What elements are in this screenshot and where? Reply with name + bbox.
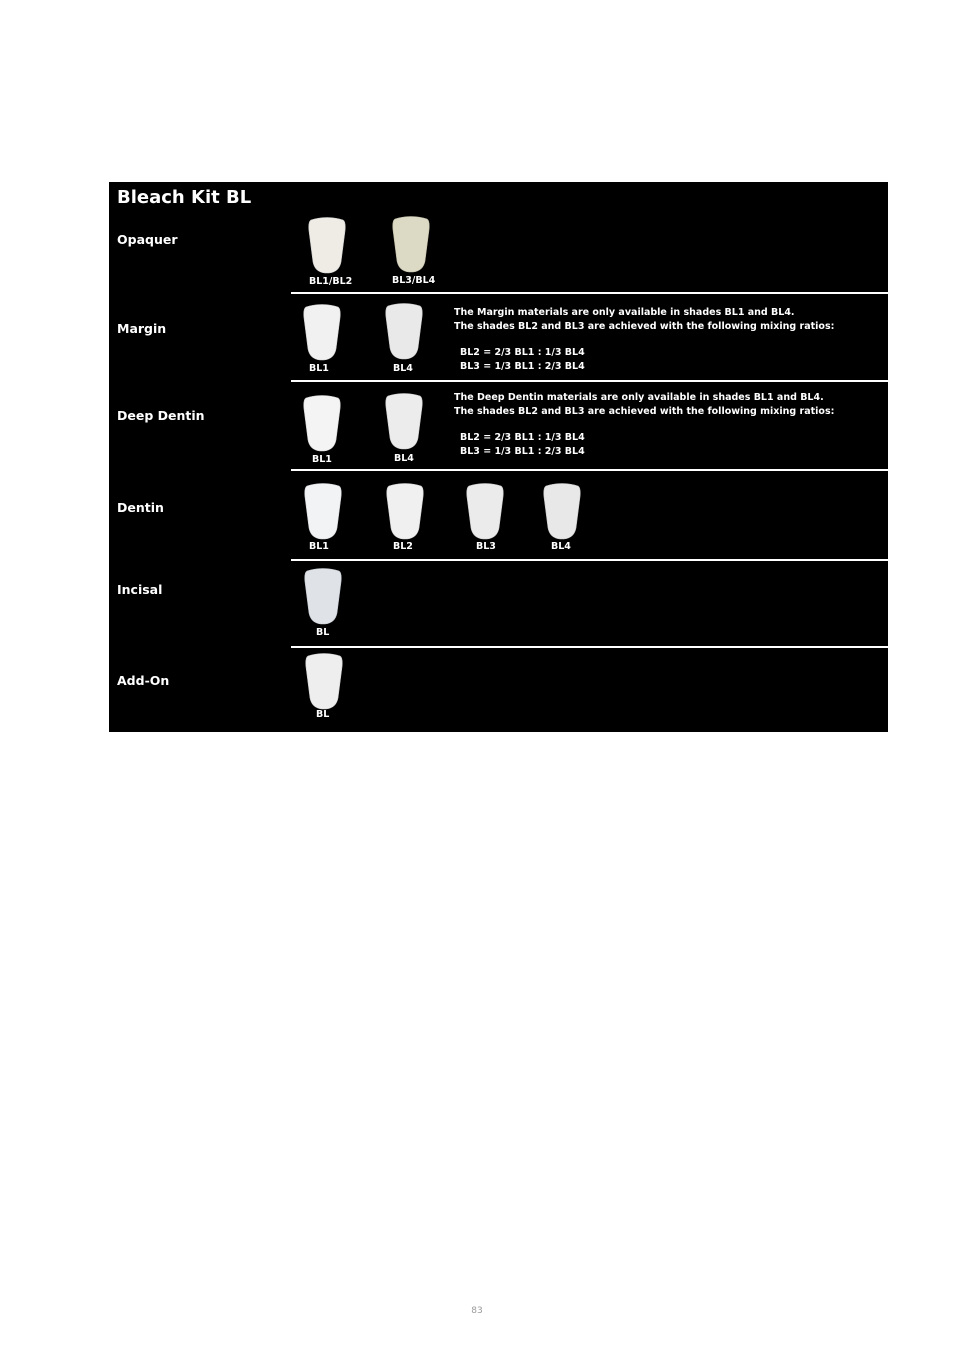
shade-label: BL4: [551, 541, 571, 552]
row-divider: [291, 646, 888, 648]
tooth-swatch-add-on-bl: [303, 652, 345, 712]
row-divider: [291, 469, 888, 471]
tooth-swatch-margin-bl4: [383, 302, 425, 362]
row-label-margin: Margin: [117, 321, 167, 336]
margin-mixing-note: [454, 306, 834, 373]
note-line: The shades BL2 and BL3 are achieved with the following mixing ratios:: [454, 405, 835, 417]
note-line: The Deep Dentin materials are only available in shades BL1 and BL4.: [454, 392, 824, 403]
row-label-incisal: Incisal: [117, 582, 163, 597]
kit-title: Bleach Kit BL: [117, 187, 252, 208]
row-divider: [291, 292, 888, 294]
shade-label: BL: [316, 627, 330, 638]
shade-label: BL1: [309, 363, 329, 374]
shade-label: BL4: [393, 363, 413, 374]
row-label-dentin: Dentin: [117, 500, 164, 515]
shade-label: BL1: [309, 541, 329, 552]
tooth-swatch-margin-bl1: [301, 303, 343, 363]
tooth-swatch-opaquer-bl1-bl2: [306, 216, 348, 276]
row-divider: [291, 559, 888, 561]
row-label-add-on: Add-On: [117, 673, 170, 688]
mixing-ratio: BL3 = 1/3 BL1 : 2/3 BL4: [460, 360, 585, 372]
tooth-swatch-deep-dentin-bl4: [383, 392, 425, 452]
tooth-swatch-opaquer-bl3-bl4: [390, 215, 432, 275]
tooth-swatch-dentin-bl3: [464, 482, 506, 542]
tooth-swatch-dentin-bl2: [384, 482, 426, 542]
note-line: The Margin materials are only available in shades BL1 and BL4.: [454, 307, 795, 318]
mixing-ratio: BL3 = 1/3 BL1 : 2/3 BL4: [460, 445, 585, 457]
shade-table-panel: [109, 182, 888, 732]
tooth-swatch-dentin-bl1: [302, 482, 344, 542]
row-label-deep-dentin: Deep Dentin: [117, 408, 205, 423]
shade-label: BL1/BL2: [309, 276, 353, 287]
shade-label: BL3: [476, 541, 496, 552]
mixing-ratio: BL2 = 2/3 BL1 : 1/3 BL4: [460, 432, 585, 443]
shade-label: BL2: [393, 541, 413, 552]
shade-label: BL1: [312, 454, 332, 465]
tooth-swatch-dentin-bl4: [541, 482, 583, 542]
tooth-swatch-incisal-bl: [302, 567, 344, 627]
tooth-swatch-deep-dentin-bl1: [301, 394, 343, 454]
row-divider: [291, 380, 888, 382]
note-line: The shades BL2 and BL3 are achieved with the following mixing ratios:: [454, 320, 835, 332]
deep-dentin-mixing-note: [454, 391, 834, 458]
shade-label: BL4: [394, 453, 414, 464]
page-number: 83: [471, 1306, 483, 1316]
shade-label: BL3/BL4: [392, 275, 436, 286]
row-label-opaquer: Opaquer: [117, 232, 178, 247]
mixing-ratio: BL2 = 2/3 BL1 : 1/3 BL4: [460, 347, 585, 358]
shade-label: BL: [316, 709, 330, 720]
